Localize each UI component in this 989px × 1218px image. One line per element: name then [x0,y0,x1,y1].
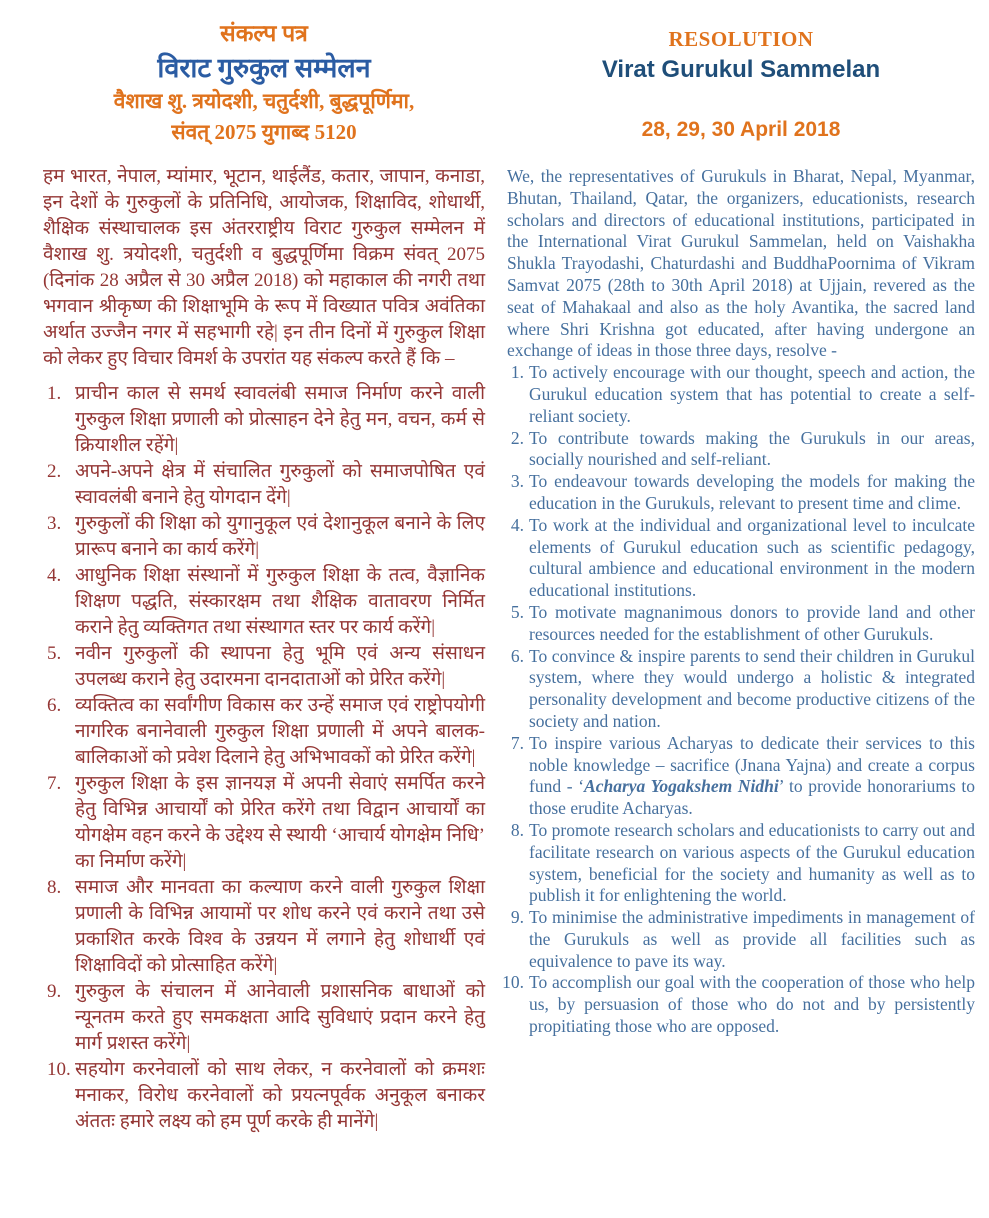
hindi-resolution-item-text: सहयोग करनेवालों को साथ लेकर, न करनेवालों को क्रमशः मनाकर, विरोध करनेवालों को प्रयत्नपूर्वक अनुकूल बनाकर अंततः हमारे लक्ष्य को हम पूर्ण करके ही मानेंगे| [75,1059,485,1132]
english-date-line: 28, 29, 30 April 2018 [641,118,841,141]
hindi-resolution-item-number: 10. [47,1059,71,1080]
hindi-resolution-item-text: गुरुकुलों की शिक्षा को युगानुकूल एवं देशानुकूल बनाने के लिए प्रारूप बनाने का कार्य करेंगे| [75,513,485,560]
english-resolution-item-6 [497,646,975,733]
hindi-resolution-item-6 [43,693,485,771]
hindi-resolution-item-number: 9. [47,981,62,1002]
english-resolution-item-text: To contribute towards making the Gurukuls in our areas, socially nourished and self-reliant. [529,427,975,470]
english-resolution-item-number: 4. [510,514,524,535]
hindi-resolution-item-3 [43,511,485,563]
english-resolution-item-text: To convince & inspire parents to send their children in Gurukul system, where they would undergo a holistic & integrated personality development and become productive citizens of the society and nation. [529,645,975,731]
english-resolution-item-number: 8. [510,819,524,840]
hindi-resolution-item-text: गुरुकुल के संचालन में आनेवाली प्रशासनिक बाधाओं को न्यूनतम करते हुए समकक्षता आदि सुविधाएं प्रदान करने हेतु मार्ग प्रशस्त करेंगे| [75,981,485,1054]
hindi-resolution-item-text: प्राचीन काल से समर्थ स्वावलंबी समाज निर्माण करने वाली गुरुकुल शिक्षा प्रणाली को प्रोत्साहन देने हेतु मन, वचन, कर्म से क्रियाशील रहेंगे| [75,383,485,456]
english-resolution-item-8 [497,820,975,907]
english-resolution-item-number: 3. [510,471,524,492]
english-resolution-item-10 [497,972,975,1037]
hindi-resolution-item-number: 5. [47,643,62,664]
english-resolution-item-number: 7. [510,732,524,753]
hindi-resolution-item-5 [43,641,485,693]
hindi-header [43,18,485,148]
english-header [507,24,975,144]
english-resolution-item-number: 2. [510,427,524,448]
english-resolution-item-text: To actively encourage with our thought, speech and action, the Gurukul education system that has potential to create a self-reliant society. [529,362,975,426]
hindi-resolution-item-text: आधुनिक शिक्षा संस्थानों में गुरुकुल शिक्षा के तत्व, वैज्ञानिक शिक्षण पद्धति, संस्कारक्षम तथा शैक्षिक वातावरण निर्मित कराने हेतु व्यक्तिगत तथा संस्थागत स्तर पर कार्य करेंगे| [75,565,485,638]
hindi-resolution-item-10 [43,1057,485,1135]
hindi-resolution-item-text: गुरुकुल शिक्षा के इस ज्ञानयज्ञ में अपनी सेवाएं समर्पित करने हेतु विभिन्न आचार्यों को प्रेरित करेंगे तथा विद्वान आचार्यों का योगक्षेम वहन करने के उद्देश्य से स्थायी ‘आचार्य योगक्षेम निधि’ का निर्माण करेंगे| [75,773,485,872]
hindi-resolution-item-number: 4. [47,565,62,586]
english-intro-paragraph: We, the representatives of Gurukuls in Bharat, Nepal, Myanmar, Bhutan, Thailand, Qatar, the organizers, educationists, research scholars and directors of educational institutions, participated in the International Virat Gurukul Sammelan, held on Vaishakha Shukla Trayodashi, Chaturdashi and BuddhaPoornima of Vikram Samvat 2075 (28th to 30th April 2018) at Ujjain, revered as the seat of Mahakaal and also as the holy Avantika, the sacred land where Shri Krishna got educated, after having undergone an exchange of ideas in those three days, resolve - [507,166,975,361]
hindi-subtitle: विराट गुरुकुल सम्मेलन [157,53,371,83]
english-resolution-item-3 [497,471,975,515]
english-resolution-item-text: To work at the individual and organizational level to inculcate elements of Gurukul education such as scientific pedagogy, cultural ambience and educational environment in the modern educational institutions. [529,514,975,601]
english-resolution-item-number: 10. [502,972,524,993]
hindi-resolution-item-4 [43,563,485,641]
english-resolution-item-number: 5. [510,601,524,622]
hindi-body [43,164,485,1135]
english-resolution-item-4 [497,515,975,602]
hindi-intro-paragraph: हम भारत, नेपाल, म्यांमार, भूटान, थाईलैंड, कतार, जापान, कनाडा, इन देशों के गुरुकुलों के प्रतिनिधि, आयोजक, शिक्षाविद, शोधार्थी, शैक्षिक संस्थाचालक इस अंतरराष्ट्रीय विराट गुरुकुल सम्मेलन में वैशाख शु. त्रयोदशी, चतुर्दशी व बुद्धपूर्णिमा विक्रम संवत् 2075 (दिनांक 28 अप्रैल से 30 अप्रैल 2018) को महाकाल की नगरी तथा भगवान श्रीकृष्ण की शिक्षाभूमि के रूप में विख्यात पवित्र अवंतिका अर्थात उज्जैन नगर में सहभागी रहे| इन तीन दिनों में गुरुकुल शिक्षा को लेकर हुए विचार विमर्श के उपरांत यह संकल्प करते हैं कि – [43,166,485,369]
english-resolution-item-text: To minimise the administrative impediments in management of the Gurukuls as well as provide all facilities such as equivalence to pave its way. [529,907,975,971]
english-resolution-item-9 [497,907,975,972]
hindi-resolution-item-text: व्यक्तित्व का सर्वांगीण विकास कर उन्हें समाज एवं राष्ट्रोपयोगी नागरिक बनानेवाली गुरुकुल शिक्षा प्रणाली में अपने बालक-बालिकाओं को प्रवेश दिलाने हेतु अभिभावकों को प्रेरित करेंगे| [75,695,485,768]
english-body [502,166,976,1038]
english-resolution-item-number: 1. [510,362,524,383]
hindi-resolution-item-number: 8. [47,877,62,898]
hindi-resolution-item-number: 7. [47,773,62,794]
hindi-column [43,18,485,1135]
hindi-resolution-item-number: 3. [47,513,62,534]
english-resolution-item-emphasis: Acharya Yogakshem Nidhi [584,776,779,797]
hindi-resolution-item-text: नवीन गुरुकुलों की स्थापना हेतु भूमि एवं अन्य संसाधन उपलब्ध कराने हेतु उदारमना दानदाताओं को प्रेरित करेंगे| [75,643,485,690]
hindi-resolution-list [43,381,485,1135]
english-resolution-item-number: 9. [510,907,524,928]
hindi-resolution-item-2 [43,459,485,511]
hindi-resolution-item-9 [43,979,485,1057]
hindi-date-line-1: वैशाख शु. त्रयोदशी, चतुर्दशी, बुद्धपूर्णिमा, [113,89,415,113]
english-title: RESOLUTION [668,27,814,51]
hindi-title: संकल्प पत्र [220,21,308,46]
english-resolution-item-1 [497,362,975,427]
hindi-resolution-item-1 [43,381,485,459]
english-resolution-item-2 [497,428,975,472]
english-resolution-item-number: 6. [510,645,524,666]
english-resolution-item-text: To endeavour towards developing the models for making the education in the Gurukuls, relevant to present time and clime. [529,471,975,513]
english-column [502,18,976,1135]
english-resolution-item-5 [497,602,975,646]
english-resolution-item-7 [497,733,975,820]
hindi-resolution-item-8 [43,875,485,979]
hindi-date-line-2: संवत् 2075 युगाब्द 5120 [171,120,357,144]
english-subtitle: Virat Gurukul Sammelan [601,56,881,83]
hindi-resolution-item-number: 6. [47,695,62,716]
english-resolution-item-text: To motivate magnanimous donors to provide land and other resources needed for the establishment of other Gurukuls. [529,601,975,644]
hindi-resolution-item-text: अपने-अपने क्षेत्र में संचालित गुरुकुलों को समाजपोषित एवं स्वावलंबी बनाने हेतु योगदान देंगे| [75,461,485,508]
hindi-resolution-item-number: 2. [47,461,62,482]
hindi-resolution-item-text: समाज और मानवता का कल्याण करने वाली गुरुकुल शिक्षा प्रणाली के विभिन्न आयामों पर शोध करने एवं कराने तथा उसे प्रकाशित करके विश्व के उन्नयन में लगाने हेतु शोधार्थी एवं शिक्षाविदों को प्रोत्साहित करेंगे| [75,877,485,976]
english-resolution-list [502,362,976,1038]
hindi-resolution-item-7 [43,771,485,875]
english-resolution-item-text: To accomplish our goal with the cooperation of those who help us, by persuasion of those who do not and by persistently propitiating those who are opposed. [529,972,975,1037]
hindi-resolution-item-number: 1. [47,383,62,404]
english-resolution-item-text: To promote research scholars and educationists to carry out and facilitate research on various aspects of the Gurukul education system, beneficial for the society and humanity as well as to publish it for enlightening the world. [529,819,975,906]
english-resolution-item-text: To inspire various Acharyas to dedicate their services to this noble knowledge – sacrifice (Jnana Yajna) and create a corpus fund - ‘Acharya Yogakshem Nidhi’ to provide honorariums to those erudite Acharyas. [529,732,976,819]
